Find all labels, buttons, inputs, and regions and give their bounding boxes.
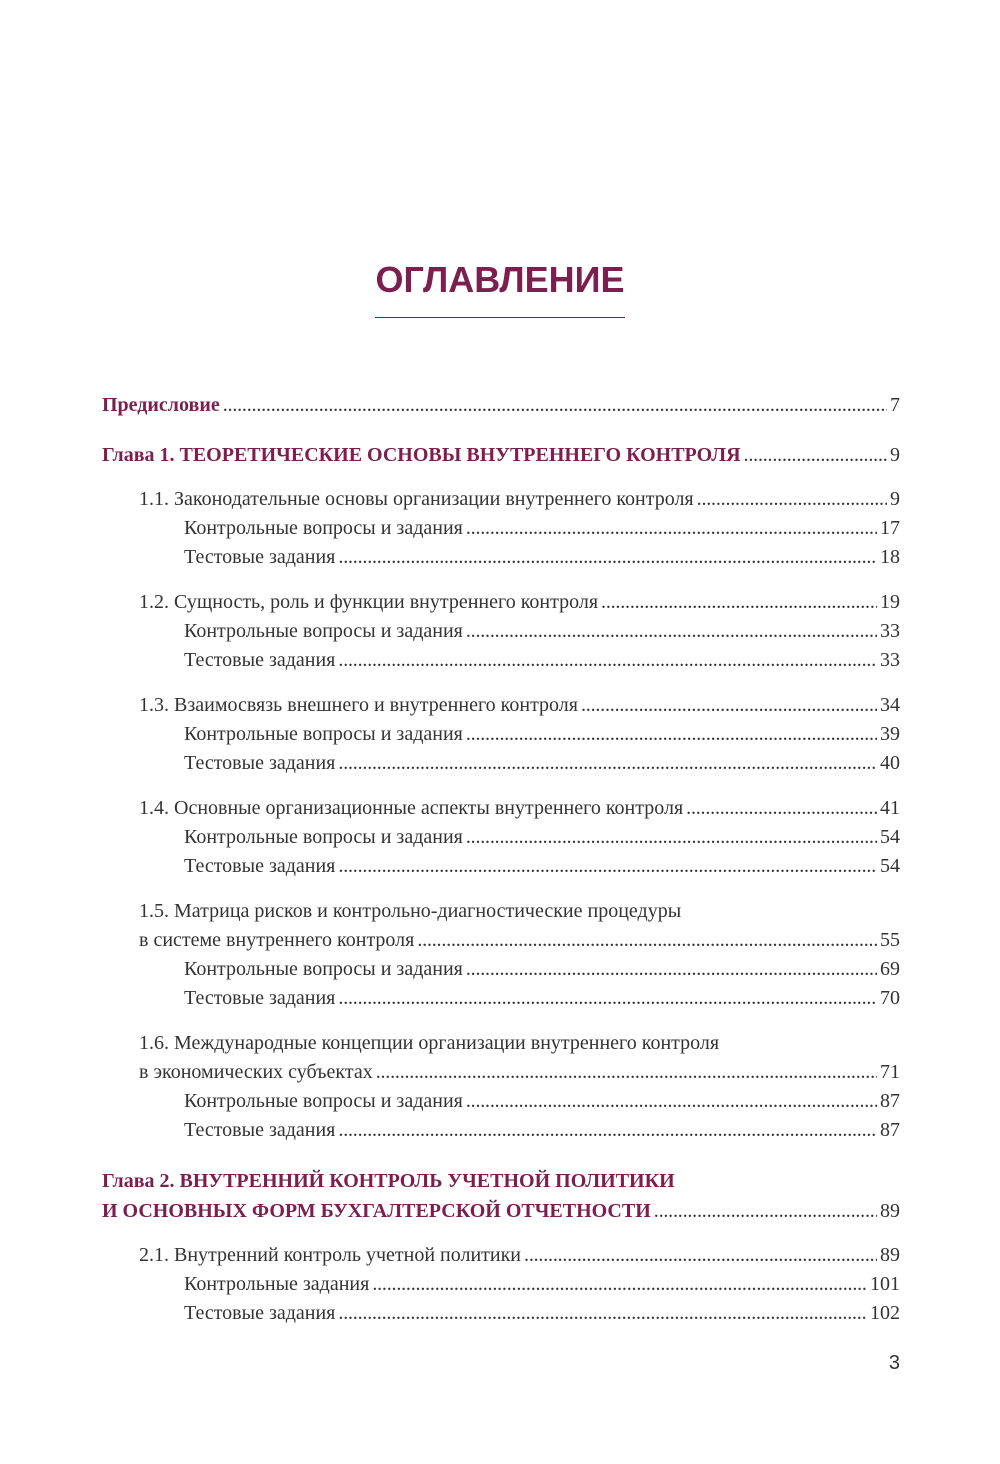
dot-leader — [686, 793, 877, 823]
toc-page-number: 34 — [880, 694, 900, 716]
toc-entry-text: Контрольные вопросы и задания — [184, 723, 463, 745]
toc-page-number: 89 — [880, 1200, 900, 1222]
toc-entry-section-1-4-tests[interactable] — [184, 851, 900, 881]
toc-entry-section-1-4[interactable] — [139, 793, 900, 823]
toc-page-number: 101 — [870, 1273, 900, 1295]
toc-entry-section-1-6[interactable] — [139, 1057, 900, 1087]
page-title: ОГЛАВЛЕНИЕ — [375, 259, 625, 300]
toc-entry-section-1-6-line1[interactable]: 1.6. Международные концепции организации внутреннего контроля — [139, 1032, 720, 1054]
dot-leader — [524, 1240, 877, 1270]
dot-leader — [466, 822, 877, 852]
toc-page-number: 19 — [880, 591, 900, 613]
dot-leader — [581, 690, 877, 720]
toc-entry-text: Контрольные вопросы и задания — [184, 958, 463, 980]
toc-entry-section-2-1[interactable] — [139, 1240, 900, 1270]
toc-page-number: 89 — [880, 1244, 900, 1266]
dot-leader — [744, 440, 887, 470]
dot-leader — [338, 1115, 877, 1145]
toc-entry-text: Тестовые задания — [184, 855, 336, 877]
toc-entry-text: Тестовые задания — [184, 1119, 336, 1141]
toc-page-number: 9 — [890, 444, 900, 466]
dot-leader — [466, 719, 877, 749]
toc-entry-text: Контрольные вопросы и задания — [184, 826, 463, 848]
toc-entry-preface[interactable] — [102, 390, 900, 420]
dot-leader — [601, 587, 877, 617]
dot-leader — [372, 1269, 867, 1299]
toc-entry-text: Глава 1. ТЕОРЕТИЧЕСКИЕ ОСНОВЫ ВНУТРЕННЕГО КОНТРОЛЯ — [102, 444, 741, 466]
toc-entry-text: 1.2. Сущность, роль и функции внутреннего контроля — [139, 591, 599, 613]
toc-page-number: 9 — [890, 488, 900, 510]
toc-entry-section-1-2[interactable] — [139, 587, 900, 617]
dot-leader — [417, 925, 877, 955]
toc-page-number: 87 — [880, 1090, 900, 1112]
toc-entry-section-1-3[interactable] — [139, 690, 900, 720]
toc-entry-text: Тестовые задания — [184, 649, 336, 671]
toc-entry-text: Тестовые задания — [184, 987, 336, 1009]
toc-entry-text: в экономических субъектах — [139, 1061, 373, 1083]
toc-page-number: 102 — [870, 1302, 900, 1324]
toc-page-number: 54 — [880, 855, 900, 877]
toc-entry-section-1-6-questions[interactable] — [184, 1086, 900, 1116]
toc-entry-section-1-5-questions[interactable] — [184, 954, 900, 984]
toc-entry-text: 2.1. Внутренний контроль учетной политики — [139, 1244, 522, 1266]
toc-entry-text: в системе внутреннего контроля — [139, 929, 415, 951]
toc-entry-text: 1.4. Основные организационные аспекты внутреннего контроля — [139, 797, 684, 819]
toc-entry-chapter-2[interactable] — [102, 1196, 900, 1226]
dot-leader — [654, 1196, 877, 1226]
toc-entry-section-1-6-tests[interactable] — [184, 1115, 900, 1145]
toc-entry-text: Контрольные задания — [184, 1273, 370, 1295]
dot-leader — [466, 1086, 877, 1116]
toc-page-number: 71 — [880, 1061, 900, 1083]
toc-page-number: 33 — [880, 620, 900, 642]
toc-entry-text: Контрольные вопросы и задания — [184, 1090, 463, 1112]
dot-leader — [338, 645, 877, 675]
dot-leader — [338, 983, 877, 1013]
toc-page-number: 18 — [880, 546, 900, 568]
dot-leader — [223, 390, 887, 420]
toc-page-number: 54 — [880, 826, 900, 848]
toc-page-number: 40 — [880, 752, 900, 774]
toc-page-number: 69 — [880, 958, 900, 980]
toc-entry-text: Тестовые задания — [184, 1302, 336, 1324]
toc-entry-text: Тестовые задания — [184, 546, 336, 568]
toc-entry-text: 1.3. Взаимосвязь внешнего и внутреннего контроля — [139, 694, 578, 716]
dot-leader — [338, 851, 877, 881]
toc-entry-section-1-1-questions[interactable] — [184, 513, 900, 543]
dot-leader — [338, 1298, 867, 1328]
toc-entry-section-1-2-tests[interactable] — [184, 645, 900, 675]
dot-leader — [338, 542, 877, 572]
toc-entry-section-1-5-line1[interactable]: 1.5. Матрица рисков и контрольно-диагностические процедуры — [139, 900, 682, 922]
toc-page-number: 41 — [880, 797, 900, 819]
toc-entry-section-1-4-questions[interactable] — [184, 822, 900, 852]
toc-entry-text: Контрольные вопросы и задания — [184, 517, 463, 539]
toc-entry-text: Тестовые задания — [184, 752, 336, 774]
toc-entry-section-1-5[interactable] — [139, 925, 900, 955]
toc-entry-chapter-2-line1[interactable]: Глава 2. ВНУТРЕННИЙ КОНТРОЛЬ УЧЕТНОЙ ПОЛИТИКИ — [102, 1170, 675, 1192]
toc-entry-text: 1.1. Законодательные основы организации внутреннего контроля — [139, 488, 694, 510]
toc-entry-section-1-1-tests[interactable] — [184, 542, 900, 572]
dot-leader — [338, 748, 877, 778]
toc-entry-section-2-1-questions[interactable] — [184, 1269, 900, 1299]
toc-page-number: 33 — [880, 649, 900, 671]
dot-leader — [697, 484, 887, 514]
toc-entry-section-1-1[interactable] — [139, 484, 900, 514]
toc-page-number: 39 — [880, 723, 900, 745]
toc-entry-section-1-2-questions[interactable] — [184, 616, 900, 646]
dot-leader — [376, 1057, 877, 1087]
toc-entry-section-2-1-tests[interactable] — [184, 1298, 900, 1328]
dot-leader — [466, 513, 877, 543]
page-number: 3 — [888, 1352, 900, 1374]
toc-entry-section-1-3-tests[interactable] — [184, 748, 900, 778]
toc-entry-section-1-3-questions[interactable] — [184, 719, 900, 749]
toc-entry-text: Контрольные вопросы и задания — [184, 620, 463, 642]
dot-leader — [466, 616, 877, 646]
toc-page-number: 87 — [880, 1119, 900, 1141]
toc-entry-section-1-5-tests[interactable] — [184, 983, 900, 1013]
toc-page-number: 17 — [880, 517, 900, 539]
toc-entry-text: И ОСНОВНЫХ ФОРМ БУХГАЛТЕРСКОЙ ОТЧЕТНОСТИ — [102, 1200, 651, 1222]
toc-entry-chapter-1[interactable] — [102, 440, 900, 470]
toc-entry-text: Предисловие — [102, 394, 220, 416]
title-underline — [375, 317, 625, 318]
toc-page-number: 7 — [890, 394, 900, 416]
toc-page-number: 55 — [880, 929, 900, 951]
dot-leader — [466, 954, 877, 984]
toc-page-number: 70 — [880, 987, 900, 1009]
